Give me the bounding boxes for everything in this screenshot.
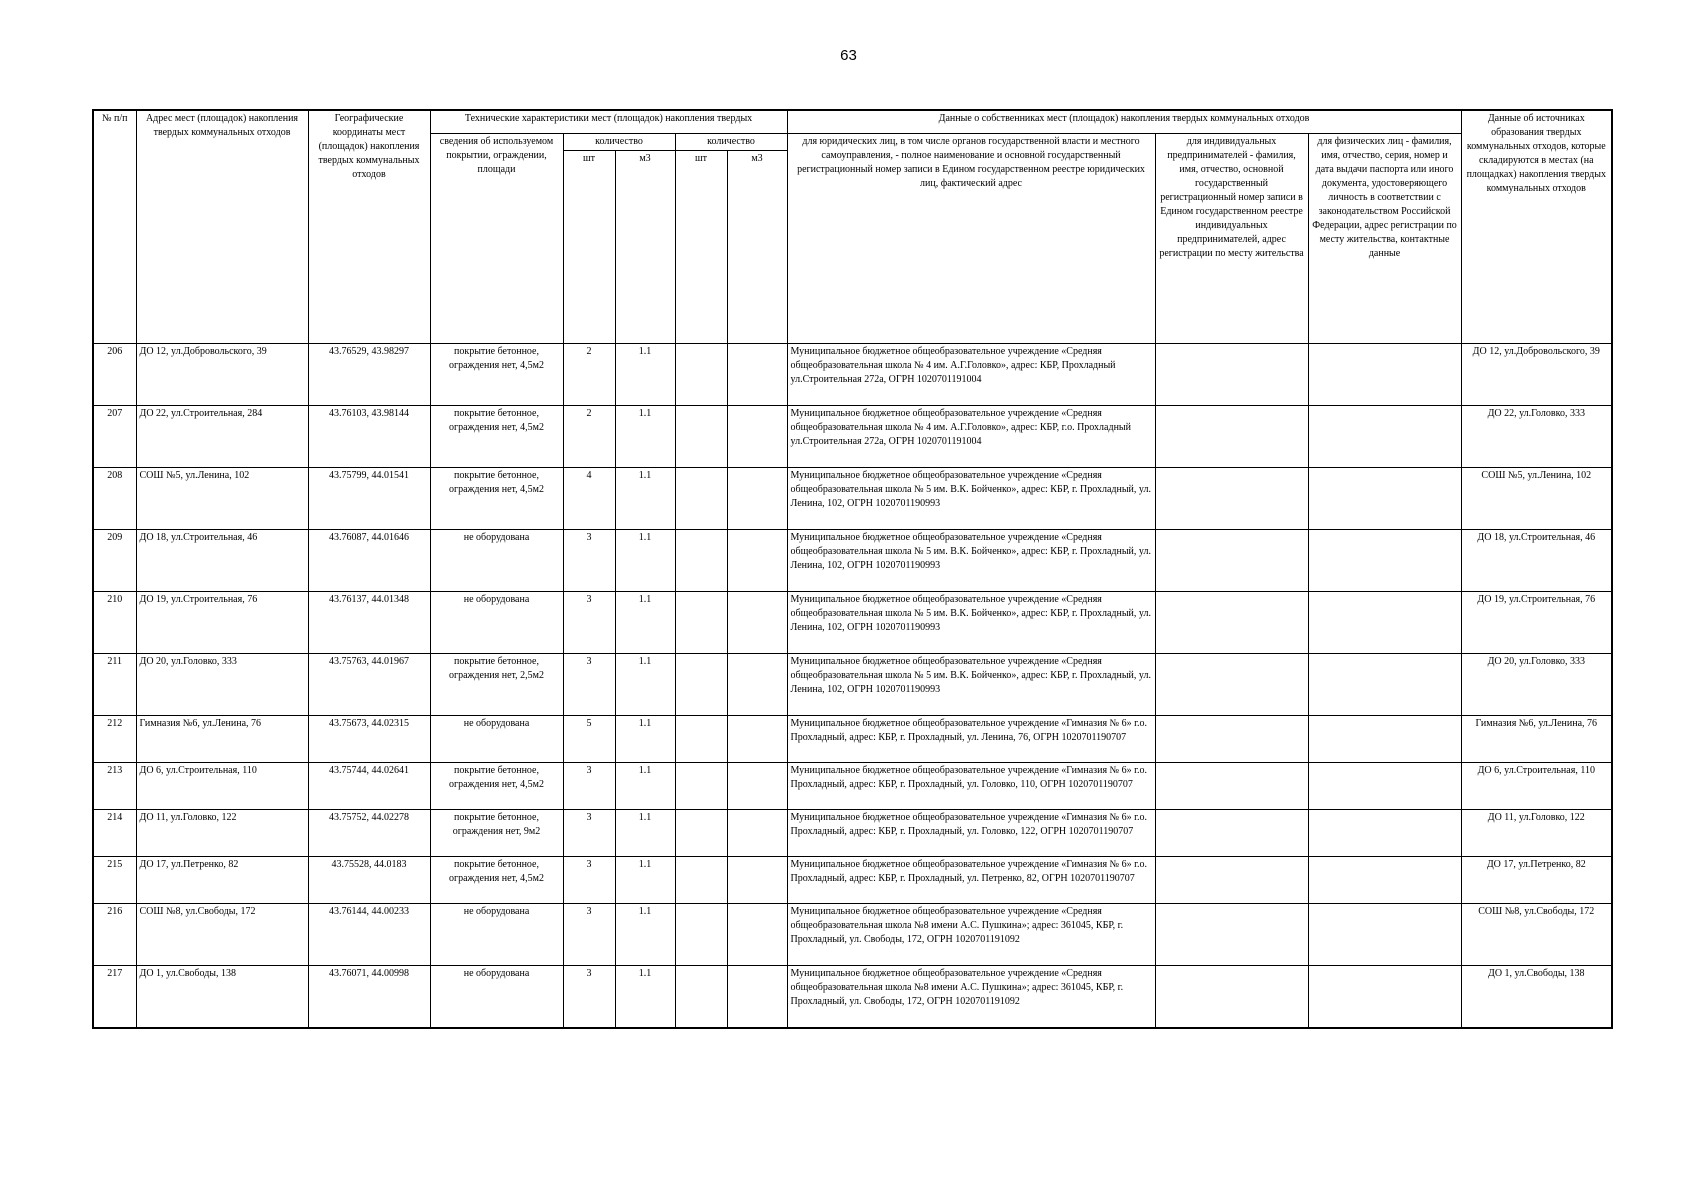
row-m3-planned-cell (727, 904, 787, 966)
header-individuals: для физических лиц - фамилия, имя, отчество, серия, номер и дата выдачи паспорта или иного документа, удостоверяющего личность в соответствии с законодательством Российской Федерации, адрес регистрации по месту жительства, контактные данные (1308, 134, 1461, 344)
row-m3-planned-cell (727, 857, 787, 904)
row-m3-placed-cell: 1.1 (615, 904, 675, 966)
row-source-cell: Гимназия №6, ул.Ленина, 76 (1461, 716, 1612, 763)
row-m3-placed-cell: 1.1 (615, 344, 675, 406)
row-legal-cell: Муниципальное бюджетное общеобразовательное учреждение «Гимназия № 6» г.о. Прохладный, адрес: КБР, г. Прохладный, ул. Петренко, 82, ОГРН 1020701190707 (787, 857, 1155, 904)
row-individual-cell (1308, 716, 1461, 763)
row-entrepreneur-cell (1155, 530, 1308, 592)
row-source-cell: СОШ №8, ул.Свободы, 172 (1461, 904, 1612, 966)
table-row (93, 344, 1612, 406)
row-sht-placed-cell: 5 (563, 716, 615, 763)
row-sht-planned-cell (675, 406, 727, 468)
row-source-cell: ДО 17, ул.Петренко, 82 (1461, 857, 1612, 904)
row-address-cell: СОШ №5, ул.Ленина, 102 (136, 468, 308, 530)
row-cover-cell: покрытие бетонное, ограждения нет, 4,5м2 (430, 468, 563, 530)
row-m3-planned-cell (727, 468, 787, 530)
row-coords-cell: 43.75763, 44.01967 (308, 654, 430, 716)
header-num: № п/п (93, 110, 136, 344)
row-source-cell: ДО 11, ул.Головко, 122 (1461, 810, 1612, 857)
row-source-cell: СОШ №5, ул.Ленина, 102 (1461, 468, 1612, 530)
table-row (93, 966, 1612, 1029)
header-qty-placed: количество (563, 134, 675, 151)
header-coords: Географические координаты мест (площадок) накопления твердых коммунальных отходов (308, 110, 430, 344)
row-sht-placed-cell: 3 (563, 857, 615, 904)
row-legal-cell: Муниципальное бюджетное общеобразовательное учреждение «Средняя общеобразовательная школа № 5 им. В.К. Бойченко», адрес: КБР, г. Прохладный, ул. Ленина, 102, ОГРН 1020701190993 (787, 468, 1155, 530)
row-coords-cell: 43.76071, 44.00998 (308, 966, 430, 1029)
row-m3-planned-cell (727, 344, 787, 406)
row-sht-placed-cell: 3 (563, 654, 615, 716)
row-individual-cell (1308, 344, 1461, 406)
row-individual-cell (1308, 966, 1461, 1029)
table-row (93, 530, 1612, 592)
row-coords-cell: 43.76529, 43.98297 (308, 344, 430, 406)
row-entrepreneur-cell (1155, 654, 1308, 716)
table-row (93, 810, 1612, 857)
header-sht-placed: шт (563, 151, 615, 344)
row-num-cell: 214 (93, 810, 136, 857)
row-m3-planned-cell (727, 406, 787, 468)
row-sht-planned-cell (675, 592, 727, 654)
row-legal-cell: Муниципальное бюджетное общеобразовательное учреждение «Средняя общеобразовательная школа № 4 им. А.Г.Головко», адрес: КБР, Прохладный ул.Строительная 272а, ОГРН 1020701191004 (787, 344, 1155, 406)
row-entrepreneur-cell (1155, 592, 1308, 654)
row-m3-placed-cell: 1.1 (615, 716, 675, 763)
row-m3-placed-cell: 1.1 (615, 592, 675, 654)
row-individual-cell (1308, 468, 1461, 530)
row-num-cell: 206 (93, 344, 136, 406)
row-sht-planned-cell (675, 654, 727, 716)
row-cover-cell: покрытие бетонное, ограждения нет, 2,5м2 (430, 654, 563, 716)
page-number: 63 (840, 47, 857, 64)
row-coords-cell: 43.76144, 44.00233 (308, 904, 430, 966)
row-legal-cell: Муниципальное бюджетное общеобразовательное учреждение «Гимназия № 6» г.о. Прохладный, адрес: КБР, г. Прохладный, ул. Головко, 122, ОГРН 1020701190707 (787, 810, 1155, 857)
row-sht-placed-cell: 3 (563, 966, 615, 1029)
row-individual-cell (1308, 857, 1461, 904)
row-coords-cell: 43.75752, 44.02278 (308, 810, 430, 857)
header-address: Адрес мест (площадок) накопления твердых коммунальных отходов (136, 110, 308, 344)
row-coords-cell: 43.76103, 43.98144 (308, 406, 430, 468)
row-cover-cell: не оборудована (430, 966, 563, 1029)
row-legal-cell: Муниципальное бюджетное общеобразовательное учреждение «Средняя общеобразовательная школа № 4 им. А.Г.Головко», адрес: КБР, г.о. Прохладный ул.Строительная 272а, ОГРН 1020701191004 (787, 406, 1155, 468)
row-individual-cell (1308, 904, 1461, 966)
row-cover-cell: не оборудована (430, 592, 563, 654)
table-row (93, 468, 1612, 530)
row-coords-cell: 43.76087, 44.01646 (308, 530, 430, 592)
row-entrepreneur-cell (1155, 406, 1308, 468)
row-legal-cell: Муниципальное бюджетное общеобразовательное учреждение «Средняя общеобразовательная школа №8 имени А.С. Пушкина»; адрес: 361045, КБР, г. Прохладный, ул. Свободы, 172, ОГРН 1020701191092 (787, 966, 1155, 1029)
row-sht-planned-cell (675, 468, 727, 530)
row-individual-cell (1308, 810, 1461, 857)
row-m3-placed-cell: 1.1 (615, 966, 675, 1029)
header-sht-planned: шт (675, 151, 727, 344)
row-source-cell: ДО 1, ул.Свободы, 138 (1461, 966, 1612, 1029)
row-legal-cell: Муниципальное бюджетное общеобразовательное учреждение «Средняя общеобразовательная школа № 5 им. В.К. Бойченко», адрес: КБР, г. Прохладный, ул. Ленина, 102, ОГРН 1020701190993 (787, 530, 1155, 592)
row-m3-placed-cell: 1.1 (615, 654, 675, 716)
row-entrepreneur-cell (1155, 468, 1308, 530)
row-address-cell: ДО 11, ул.Головко, 122 (136, 810, 308, 857)
row-cover-cell: покрытие бетонное, ограждения нет, 4,5м2 (430, 857, 563, 904)
row-cover-cell: покрытие бетонное, ограждения нет, 4,5м2 (430, 763, 563, 810)
row-num-cell: 215 (93, 857, 136, 904)
table-row (93, 406, 1612, 468)
row-cover-cell: покрытие бетонное, ограждения нет, 4,5м2 (430, 406, 563, 468)
row-sht-placed-cell: 2 (563, 406, 615, 468)
row-entrepreneur-cell (1155, 716, 1308, 763)
row-address-cell: Гимназия №6, ул.Ленина, 76 (136, 716, 308, 763)
row-m3-placed-cell: 1.1 (615, 468, 675, 530)
row-address-cell: ДО 12, ул.Добровольского, 39 (136, 344, 308, 406)
row-m3-planned-cell (727, 654, 787, 716)
row-num-cell: 209 (93, 530, 136, 592)
row-entrepreneur-cell (1155, 344, 1308, 406)
row-sht-planned-cell (675, 763, 727, 810)
row-num-cell: 213 (93, 763, 136, 810)
row-sht-placed-cell: 3 (563, 530, 615, 592)
waste-sites-registry-table (92, 109, 1613, 1029)
row-individual-cell (1308, 654, 1461, 716)
row-sht-planned-cell (675, 716, 727, 763)
row-coords-cell: 43.76137, 44.01348 (308, 592, 430, 654)
row-coords-cell: 43.75673, 44.02315 (308, 716, 430, 763)
row-coords-cell: 43.75799, 44.01541 (308, 468, 430, 530)
row-individual-cell (1308, 763, 1461, 810)
row-address-cell: ДО 19, ул.Строительная, 76 (136, 592, 308, 654)
table-row (93, 904, 1612, 966)
header-tech: Технические характеристики мест (площадок) накопления твердых (430, 110, 787, 134)
row-num-cell: 217 (93, 966, 136, 1029)
row-coords-cell: 43.75528, 44.0183 (308, 857, 430, 904)
header-sources: Данные об источниках образования твердых коммунальных отходов, которые складируются в местах (на площадках) накопления твердых коммунальных отходов (1461, 110, 1612, 344)
row-entrepreneur-cell (1155, 857, 1308, 904)
row-address-cell: ДО 22, ул.Строительная, 284 (136, 406, 308, 468)
header-m3-planned: м3 (727, 151, 787, 344)
row-entrepreneur-cell (1155, 966, 1308, 1029)
header-m3-placed: м3 (615, 151, 675, 344)
row-source-cell: ДО 19, ул.Строительная, 76 (1461, 592, 1612, 654)
table-body (93, 344, 1612, 1029)
row-address-cell: ДО 1, ул.Свободы, 138 (136, 966, 308, 1029)
row-num-cell: 211 (93, 654, 136, 716)
row-num-cell: 210 (93, 592, 136, 654)
row-m3-placed-cell: 1.1 (615, 763, 675, 810)
row-source-cell: ДО 6, ул.Строительная, 110 (1461, 763, 1612, 810)
row-sht-planned-cell (675, 344, 727, 406)
row-source-cell: ДО 22, ул.Головко, 333 (1461, 406, 1612, 468)
row-m3-placed-cell: 1.1 (615, 857, 675, 904)
row-m3-placed-cell: 1.1 (615, 810, 675, 857)
row-individual-cell (1308, 592, 1461, 654)
row-sht-placed-cell: 3 (563, 592, 615, 654)
row-sht-planned-cell (675, 810, 727, 857)
row-address-cell: ДО 18, ул.Строительная, 46 (136, 530, 308, 592)
table-row (93, 763, 1612, 810)
row-entrepreneur-cell (1155, 904, 1308, 966)
row-sht-planned-cell (675, 966, 727, 1029)
row-legal-cell: Муниципальное бюджетное общеобразовательное учреждение «Средняя общеобразовательная школа №8 имени А.С. Пушкина»; адрес: 361045, КБР, г. Прохладный, ул. Свободы, 172, ОГРН 1020701191092 (787, 904, 1155, 966)
row-sht-planned-cell (675, 857, 727, 904)
row-address-cell: ДО 17, ул.Петренко, 82 (136, 857, 308, 904)
row-m3-planned-cell (727, 592, 787, 654)
table-row (93, 592, 1612, 654)
row-sht-planned-cell (675, 530, 727, 592)
row-m3-planned-cell (727, 530, 787, 592)
header-entrepreneurs: для индивидуальных предпринимателей - фамилия, имя, отчество, основной государственный регистрационный номер записи в Едином государственном реестре индивидуальных предпринимателей, адрес регистрации по месту жительства (1155, 134, 1308, 344)
row-cover-cell: покрытие бетонное, ограждения нет, 4,5м2 (430, 344, 563, 406)
row-legal-cell: Муниципальное бюджетное общеобразовательное учреждение «Средняя общеобразовательная школа № 5 им. В.К. Бойченко», адрес: КБР, г. Прохладный, ул. Ленина, 102, ОГРН 1020701190993 (787, 592, 1155, 654)
row-legal-cell: Муниципальное бюджетное общеобразовательное учреждение «Гимназия № 6» г.о. Прохладный, адрес: КБР, г. Прохладный, ул. Головко, 110, ОГРН 1020701190707 (787, 763, 1155, 810)
row-source-cell: ДО 12, ул.Добровольского, 39 (1461, 344, 1612, 406)
row-source-cell: ДО 20, ул.Головко, 333 (1461, 654, 1612, 716)
table-row (93, 716, 1612, 763)
row-cover-cell: не оборудована (430, 904, 563, 966)
row-m3-planned-cell (727, 810, 787, 857)
row-sht-placed-cell: 3 (563, 763, 615, 810)
row-sht-placed-cell: 2 (563, 344, 615, 406)
header-owners: Данные о собственниках мест (площадок) накопления твердых коммунальных отходов (787, 110, 1461, 134)
row-address-cell: ДО 6, ул.Строительная, 110 (136, 763, 308, 810)
row-num-cell: 208 (93, 468, 136, 530)
row-cover-cell: не оборудована (430, 716, 563, 763)
row-sht-planned-cell (675, 904, 727, 966)
table-row (93, 654, 1612, 716)
row-cover-cell: покрытие бетонное, ограждения нет, 9м2 (430, 810, 563, 857)
row-entrepreneur-cell (1155, 763, 1308, 810)
row-source-cell: ДО 18, ул.Строительная, 46 (1461, 530, 1612, 592)
table-row (93, 857, 1612, 904)
header-legal: для юридических лиц, в том числе органов государственной власти и местного самоуправления, - полное наименование и основной государственный регистрационный номер записи в Едином государственном реестре юридических лиц, фактический адрес (787, 134, 1155, 344)
row-address-cell: СОШ №8, ул.Свободы, 172 (136, 904, 308, 966)
row-num-cell: 207 (93, 406, 136, 468)
header-qty-planned: количество (675, 134, 787, 151)
row-legal-cell: Муниципальное бюджетное общеобразовательное учреждение «Средняя общеобразовательная школа № 5 им. В.К. Бойченко», адрес: КБР, г. Прохладный, ул. Ленина, 102, ОГРН 1020701190993 (787, 654, 1155, 716)
header-cover: сведения об используемом покрытии, ограждении, площади (430, 134, 563, 344)
row-individual-cell (1308, 530, 1461, 592)
row-address-cell: ДО 20, ул.Головко, 333 (136, 654, 308, 716)
row-num-cell: 212 (93, 716, 136, 763)
row-sht-placed-cell: 3 (563, 810, 615, 857)
row-entrepreneur-cell (1155, 810, 1308, 857)
row-m3-placed-cell: 1.1 (615, 530, 675, 592)
row-m3-planned-cell (727, 763, 787, 810)
row-cover-cell: не оборудована (430, 530, 563, 592)
row-m3-planned-cell (727, 716, 787, 763)
row-m3-placed-cell: 1.1 (615, 406, 675, 468)
row-legal-cell: Муниципальное бюджетное общеобразовательное учреждение «Гимназия № 6» г.о. Прохладный, адрес: КБР, г. Прохладный, ул. Ленина, 76, ОГРН 1020701190707 (787, 716, 1155, 763)
row-m3-planned-cell (727, 966, 787, 1029)
row-sht-placed-cell: 4 (563, 468, 615, 530)
row-individual-cell (1308, 406, 1461, 468)
row-sht-placed-cell: 3 (563, 904, 615, 966)
row-num-cell: 216 (93, 904, 136, 966)
row-coords-cell: 43.75744, 44.02641 (308, 763, 430, 810)
